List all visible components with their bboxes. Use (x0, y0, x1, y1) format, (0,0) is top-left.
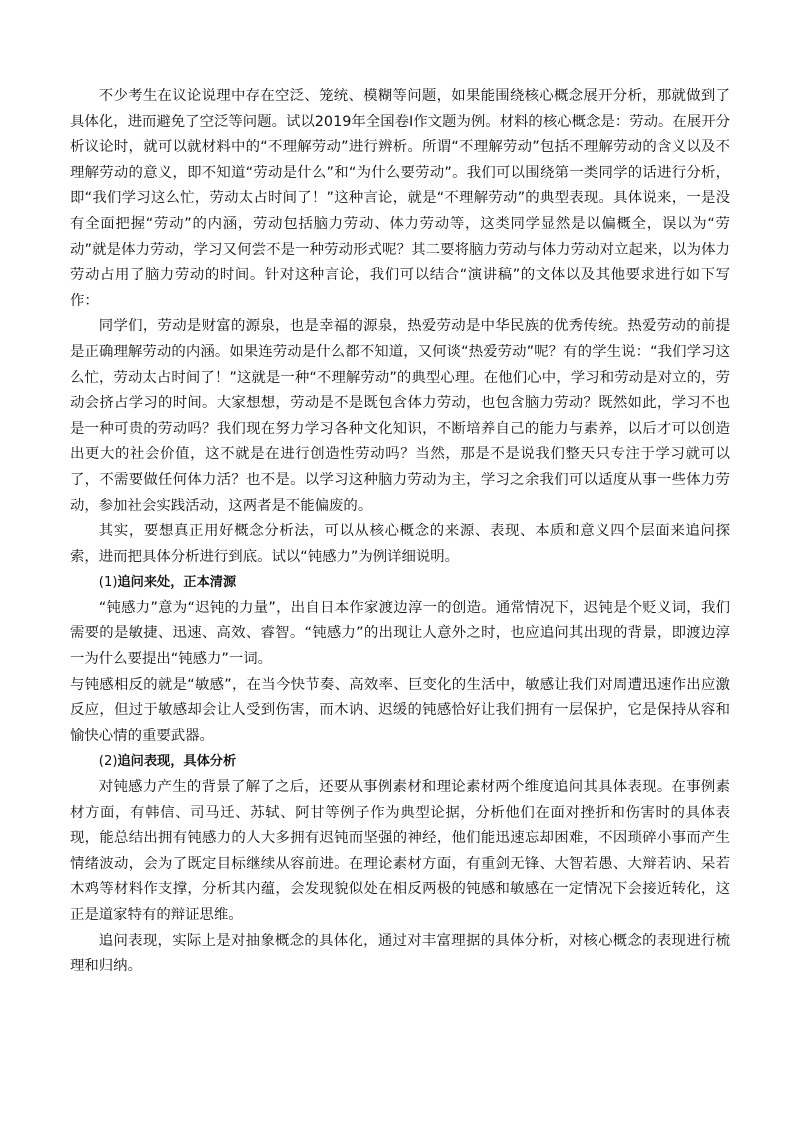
document-page (70, 84, 730, 980)
paragraph-summary: 追问表现，实际上是对抽象概念的具体化，通过对丰富理据的具体分析，对核心概念的表现进行梳理和归纳。 (70, 932, 730, 975)
section-number: (2) (98, 754, 118, 770)
section-title: 追问表现，具体分析 (117, 754, 237, 770)
paragraph-expression-detail: 对钝感力产生的背景了解了之后，还要从事例素材和理论素材两个维度追问其具体表现。在事例素材方面，有韩信、司马迁、苏轼、阿甘等例子作为典型论据，分析他们在面对挫折和伤害时的具体表现，能总结出拥有钝感力的人大多拥有迟钝而坚强的神经，他们能迅速忘却困难，不因琐碎小事而产生情绪波动，会为了既定目标继续从容前进。在理论素材方面，有重剑无锋、大智若愚、大辩若讷、呆若木鸡等材料作支撑，分析其内蕴，会发现貌似处在相反两极的钝感和敏感在一定情况下会接近转化，这正是道家特有的辩证思维。 (70, 779, 730, 923)
paragraph-sensitivity: 与钝感相反的就是“敏感”，在当今快节奏、高效率、巨变化的生活中，敏感让我们对周遭迅速作出应激反应，但过于敏感却会让人受到伤害，而木讷、迟缓的钝感恰好让我们拥有一层保护，它是保持从容和愉快心情的重要武器。 (70, 676, 730, 744)
section-heading-expression (70, 749, 730, 775)
paragraph-origin-detail: “钝感力”意为“迟钝的力量”，出自日本作家渡边淳一的创造。通常情况下，迟钝是个贬义词，我们需要的是敏捷、迅速、高效、睿智。“钝感力”的出现让人意外之时，也应追问其出现的背景，即渡边淳一为什么要提出“钝感力”一词。 (70, 599, 730, 668)
paragraph-method: 其实，要想真正用好概念分析法，可以从核心概念的来源、表现、本质和意义四个层面来追问探索，进而把具体分析进行到底。试以“钝感力”为例详细说明。 (70, 523, 730, 565)
section-heading-origin (70, 570, 730, 596)
paragraph-intro: 不少考生在议论说理中存在空泛、笼统、模糊等问题，如果能围绕核心概念展开分析，那就做到了具体化，进而避免了空泛等问题。试以2019年全国卷Ⅰ作文题为例。材料的核心概念是：劳动。在展开分析议论时，就可以就材料中的“不理解劳动”进行辨析。所谓“不理解劳动”包括不理解劳动的含义以及不理解劳动的意义，即不知道“劳动是什么”和“为什么要劳动”。我们可以围绕第一类同学的话进行分析，即“我们学习这么忙，劳动太占时间了！”这种言论，就是“不理解劳动”的典型表现。具体说来，一是没有全面把握“劳动”的内涵，劳动包括脑力劳动、体力劳动等，这类同学显然是以偏概全，误以为“劳动”就是体力劳动，学习又何尝不是一种劳动形式呢？其二要将脑力劳动与体力劳动对立起来，以为体力劳动占用了脑力劳动的时间。针对这种言论，我们可以结合“演讲稿”的文体以及其他要求进行如下写作： (70, 88, 730, 309)
section-number: (1) (98, 575, 118, 591)
section-title: 追问来处，正本清源 (117, 575, 237, 591)
paragraph-speech-sample: 同学们，劳动是财富的源泉，也是幸福的源泉，热爱劳动是中华民族的优秀传统。热爱劳动的前提是正确理解劳动的内涵。如果连劳动是什么都不知道，又何谈“热爱劳动”呢？有的学生说：“我们学习这么忙，劳动太占时间了！”这就是一种“不理解劳动”的典型心理。在他们心中，学习和劳动是对立的，劳动会挤占学习的时间。大家想想，劳动是不是既包含体力劳动，也包含脑力劳动？既然如此，学习不也是一种可贵的劳动吗？我们现在努力学习各种文化知识，不断培养自己的能力与素养，以后才可以创造出更大的社会价值，这不就是在进行创造性劳动吗？当然，那是不是说我们整天只专注于学习就可以了，不需要做任何体力活？也不是。以学习这种脑力劳动为主，学习之余我们可以适度从事一些体力劳动，参加社会实践活动，这两者是不能偏废的。 (70, 318, 730, 514)
